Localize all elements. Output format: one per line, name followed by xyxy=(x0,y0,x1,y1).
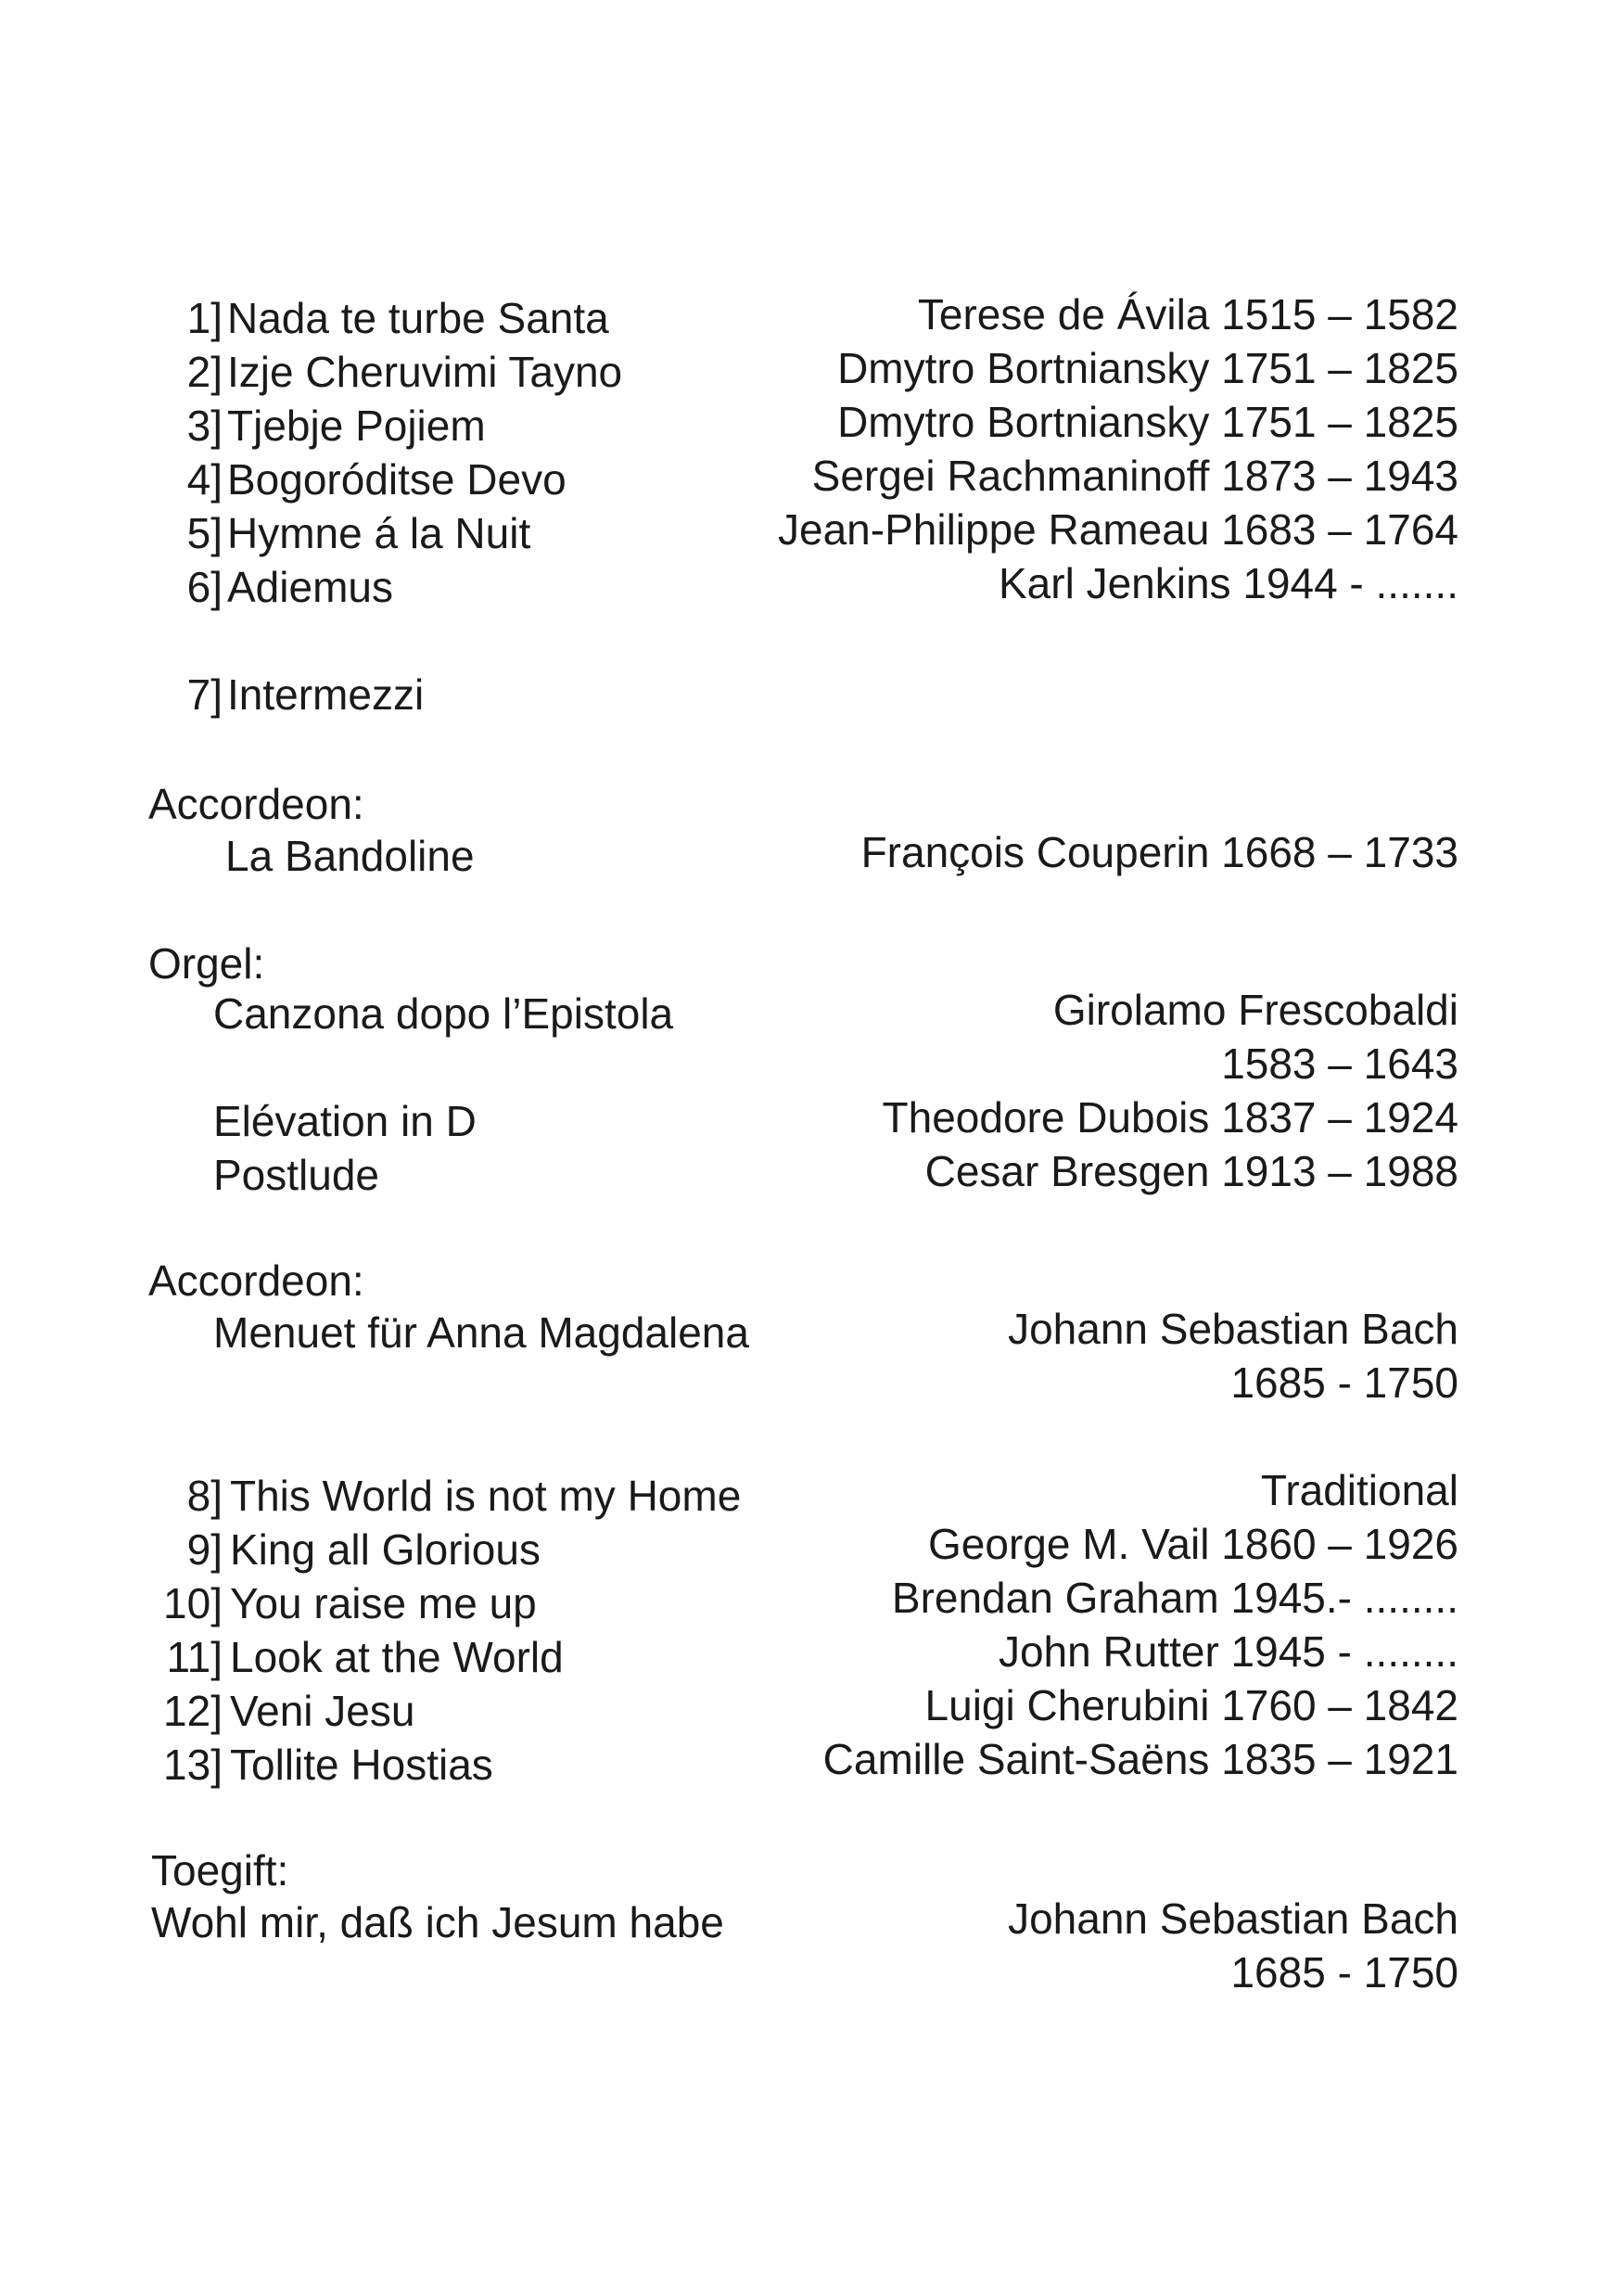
item-composer: Traditional xyxy=(1260,1466,1458,1514)
item-number: 6] xyxy=(186,563,223,611)
item-years: 1685 - 1750 xyxy=(1230,1948,1458,1996)
item-number: 11] xyxy=(166,1633,223,1681)
item-number: 8] xyxy=(186,1472,223,1520)
item-composer: Girolamo Frescobaldi xyxy=(1052,986,1458,1034)
item-composer: John Rutter 1945 - ........ xyxy=(998,1627,1458,1676)
item-composer: Brendan Graham 1945.- ........ xyxy=(891,1574,1458,1622)
item-composer: Dmytro Bortniansky 1751 – 1825 xyxy=(837,398,1458,446)
item-number: 3] xyxy=(186,402,223,450)
item-title: Izje Cheruvimi Tayno xyxy=(227,348,623,396)
item-title: Elévation in D xyxy=(213,1097,477,1145)
item-composer: Johann Sebastian Bach xyxy=(1008,1305,1458,1353)
item-number: 10] xyxy=(163,1579,223,1627)
item-title: Veni Jesu xyxy=(230,1687,415,1735)
item-composer: Luigi Cherubini 1760 – 1842 xyxy=(924,1681,1458,1729)
item-number: 5] xyxy=(186,509,223,557)
item-years: 1685 - 1750 xyxy=(1230,1358,1458,1407)
item-title: Tjebje Pojiem xyxy=(227,402,486,450)
section-heading-orgel: Orgel: xyxy=(148,939,265,988)
item-title: Canzona dopo l’Epistola xyxy=(213,989,674,1038)
item-composer: Camille Saint-Saëns 1835 – 1921 xyxy=(822,1735,1458,1783)
item-title: Intermezzi xyxy=(227,670,425,719)
item-title: Adiemus xyxy=(227,563,393,611)
item-title: This World is not my Home xyxy=(230,1472,742,1520)
item-title: King all Glorious xyxy=(230,1525,541,1574)
item-title: La Bandoline xyxy=(225,832,475,880)
item-composer: Jean-Philippe Rameau 1683 – 1764 xyxy=(778,505,1458,554)
item-title: Nada te turbe Santa xyxy=(227,294,609,342)
item-title: You raise me up xyxy=(230,1579,537,1627)
item-number: 4] xyxy=(186,455,223,504)
item-title: Postlude xyxy=(213,1151,380,1199)
item-number: 9] xyxy=(186,1525,223,1574)
item-title: Hymne á la Nuit xyxy=(227,509,531,557)
section-heading-accordeon: Accordeon: xyxy=(148,1256,364,1305)
item-composer: Cesar Bresgen 1913 – 1988 xyxy=(924,1147,1458,1195)
section-heading-toegift: Toegift: xyxy=(151,1846,289,1894)
item-title: Bogoróditse Devo xyxy=(227,455,567,504)
item-composer: François Couperin 1668 – 1733 xyxy=(860,828,1458,876)
item-composer: Terese de Ávila 1515 – 1582 xyxy=(917,290,1458,338)
item-title: Menuet für Anna Magdalena xyxy=(213,1308,749,1357)
item-composer: Karl Jenkins 1944 - ....... xyxy=(998,559,1458,607)
item-number: 7] xyxy=(186,670,223,719)
item-title: Look at the World xyxy=(230,1633,564,1681)
item-composer: George M. Vail 1860 – 1926 xyxy=(928,1520,1458,1568)
item-number: 13] xyxy=(163,1741,223,1789)
item-number: 2] xyxy=(186,348,223,396)
section-heading-accordeon: Accordeon: xyxy=(148,780,364,828)
item-composer: Johann Sebastian Bach xyxy=(1008,1894,1458,1943)
item-number: 1] xyxy=(186,294,223,342)
item-title: Tollite Hostias xyxy=(230,1741,493,1789)
item-composer: Theodore Dubois 1837 – 1924 xyxy=(882,1093,1458,1142)
item-composer: Sergei Rachmaninoff 1873 – 1943 xyxy=(811,452,1458,500)
item-composer: Dmytro Bortniansky 1751 – 1825 xyxy=(837,344,1458,392)
item-years: 1583 – 1643 xyxy=(1221,1040,1458,1088)
item-number: 12] xyxy=(163,1687,223,1735)
item-title: Wohl mir, daß ich Jesum habe xyxy=(151,1898,724,1946)
